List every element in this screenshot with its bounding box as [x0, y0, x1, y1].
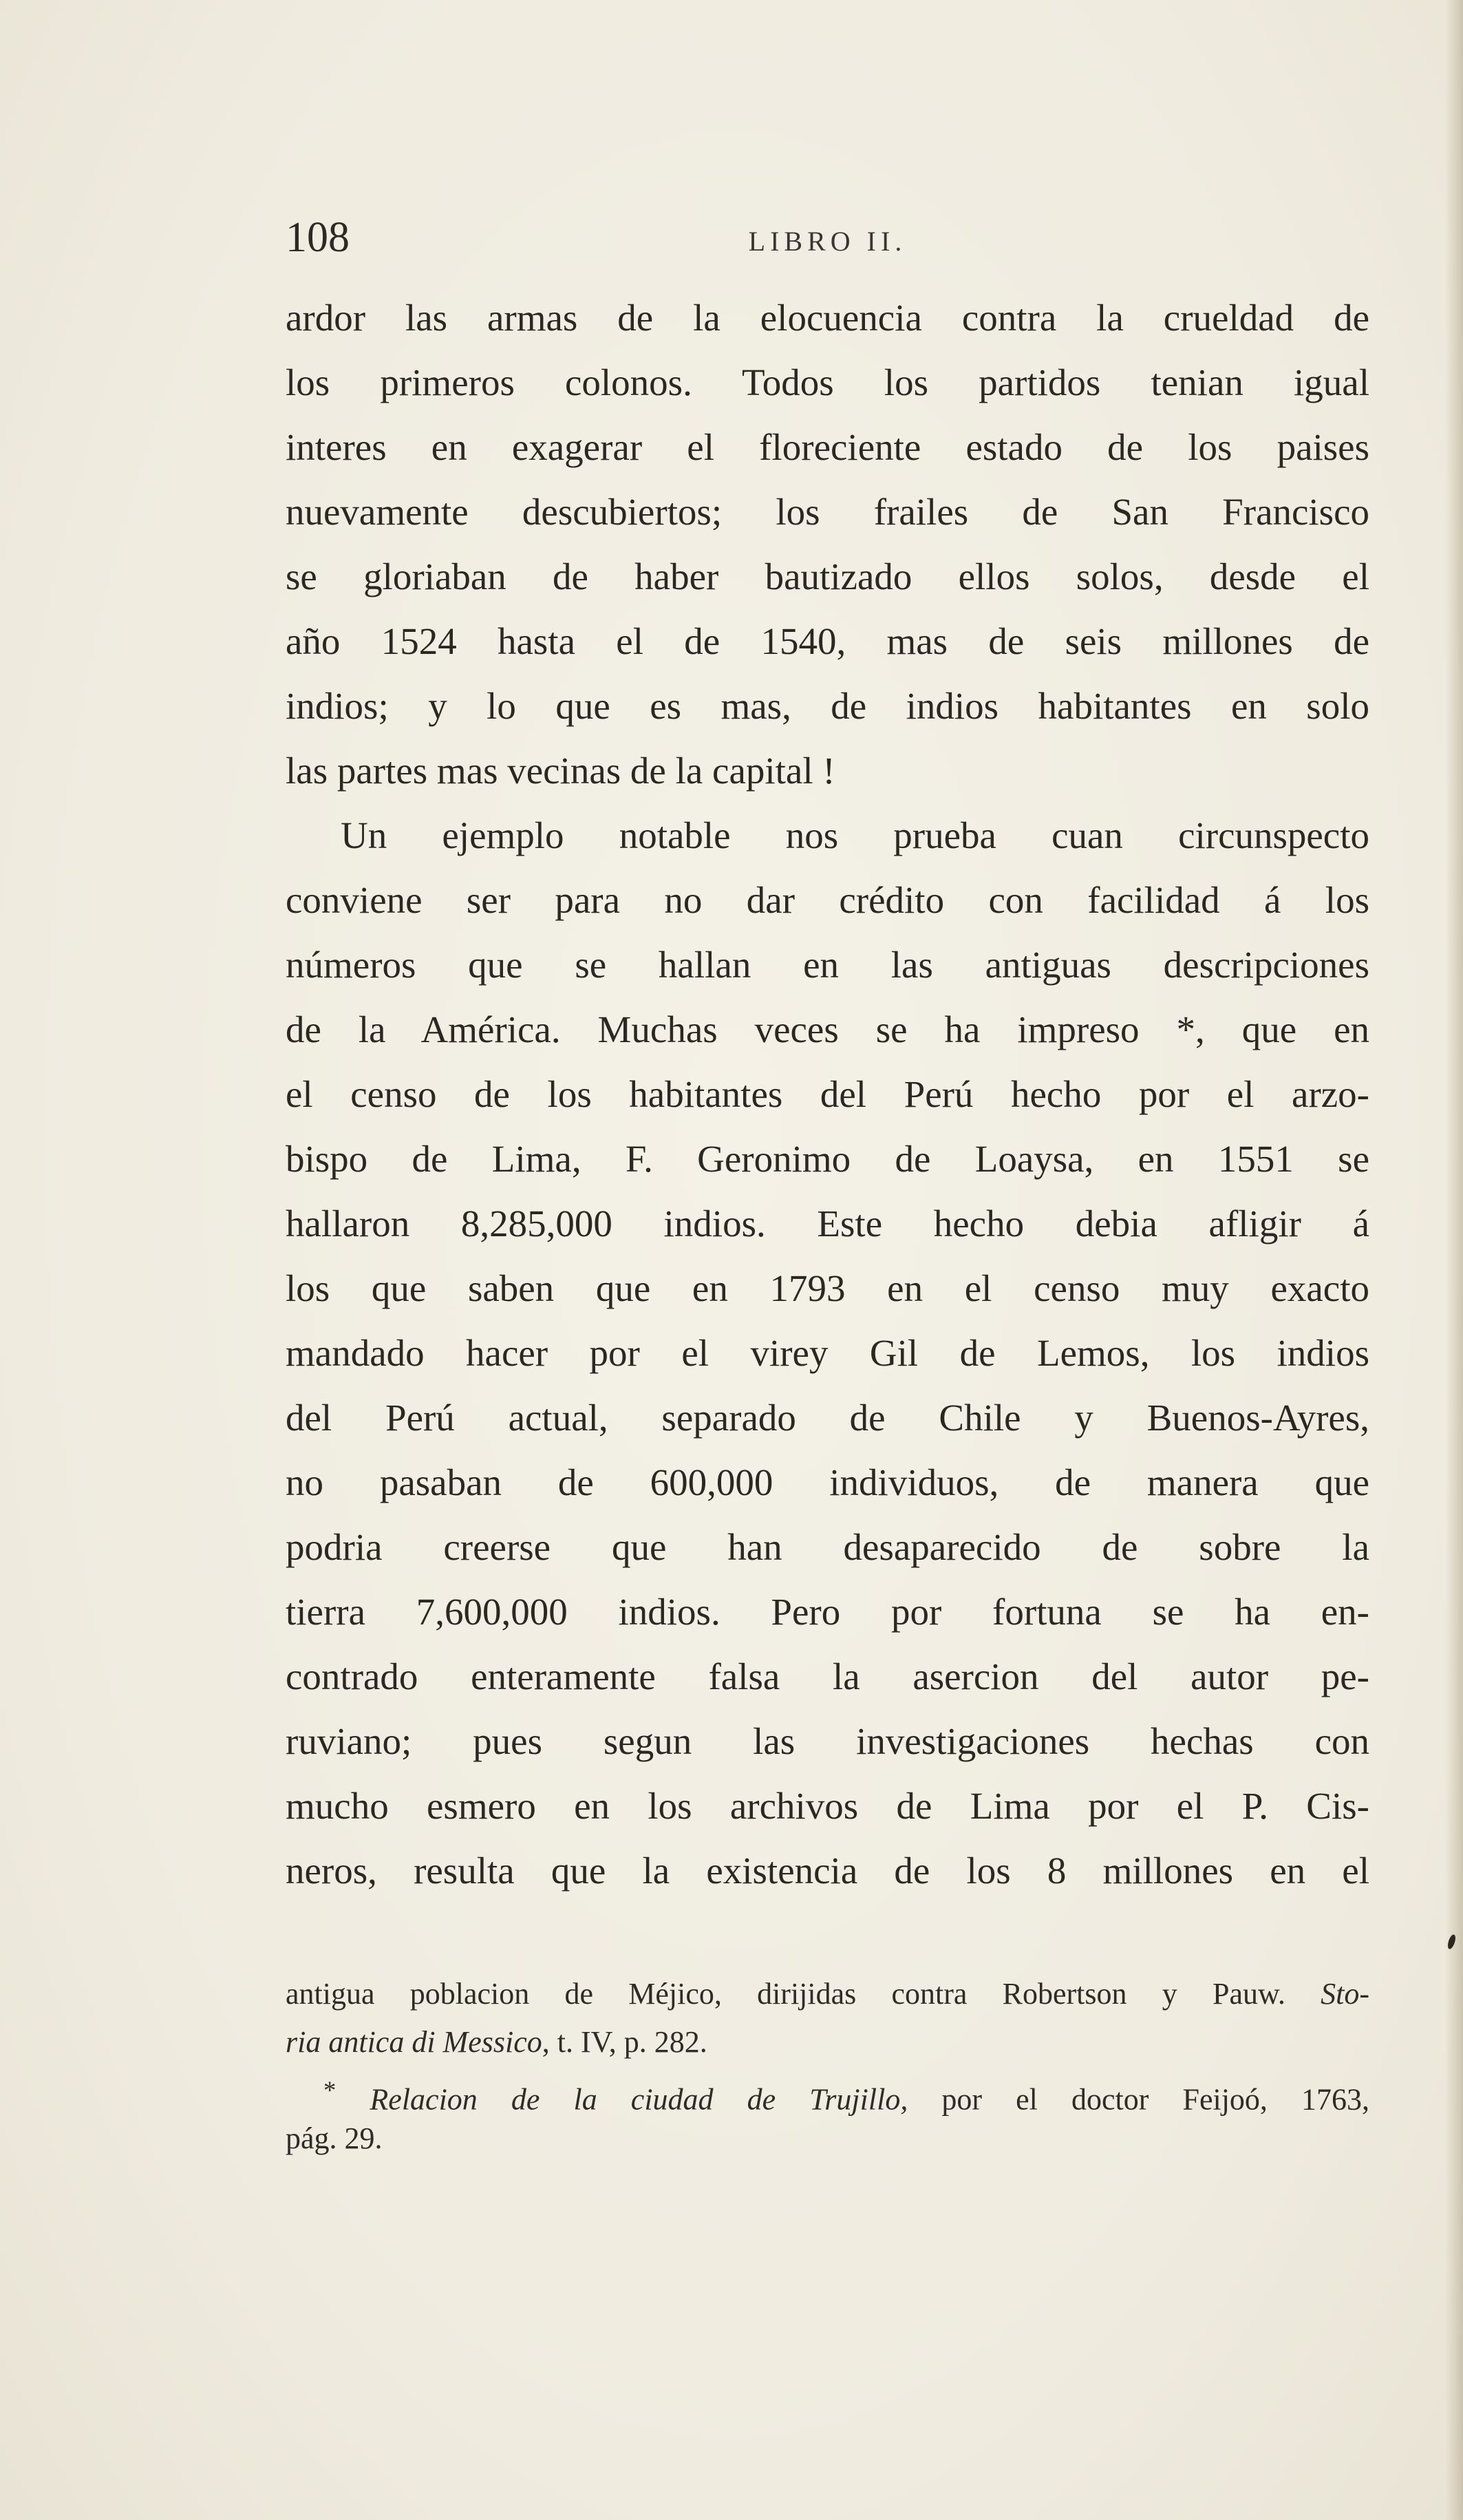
text-line: podria creerse que han desaparecido de sobre la: [286, 1526, 1369, 1568]
footnote-line: [286, 2066, 1369, 2115]
text-line: ardor las armas de la elocuencia contra la crueldad de: [286, 297, 1369, 339]
running-title: LIBRO II.: [748, 226, 907, 257]
footnote-italic-title: Relacion de la ciudad de Trujillo,: [370, 2082, 908, 2117]
text-line: mandado hacer por el virey Gil de Lemos, los indios: [286, 1332, 1369, 1374]
running-head: [286, 207, 1369, 268]
text-line: indios; y lo que es mas, de indios habitantes en solo: [286, 685, 1369, 727]
text-line: tierra 7,600,000 indios. Pero por fortuna se ha en-: [286, 1591, 1369, 1633]
text-line: de la América. Muchas veces se ha impreso *, que en: [286, 1008, 1369, 1050]
footnote-text: , t. IV, p. 282.: [542, 2025, 707, 2059]
text-line: neros, resulta que la existencia de los 8 millones en el: [286, 1850, 1369, 1892]
text-line: hallaron 8,285,000 indios. Este hecho debia afligir á: [286, 1203, 1369, 1245]
text-line: no pasaban de 600,000 individuos, de manera que: [286, 1461, 1369, 1503]
text-line: ruviano; pues segun las investigaciones hechas con: [286, 1720, 1369, 1762]
footnote-line: [286, 2018, 1369, 2066]
footnote-text: por el doctor Feijoó, 1763,: [941, 2082, 1370, 2117]
body-text: [286, 286, 1369, 1903]
text-line: contrado enteramente falsa la asercion del autor pe-: [286, 1655, 1369, 1697]
footnote-mark: *: [323, 2076, 337, 2104]
text-line: mucho esmero en los archivos de Lima por el P. Cis-: [286, 1785, 1369, 1827]
footnote-italic-title: ria antica di Messico: [286, 2025, 542, 2059]
text-line: el censo de los habitantes del Perú hecho por el arzo-: [286, 1073, 1369, 1115]
text-line: las partes mas vecinas de la capital !: [286, 750, 835, 792]
text-line: interes en exagerar el floreciente estado de los paises: [286, 426, 1369, 468]
text-line: conviene ser para no dar crédito con facilidad á los: [286, 879, 1369, 921]
footnotes: [286, 1970, 1369, 2163]
footnote-text: antigua poblacion de Méjico, dirijidas contra Robertson y Pauw.: [286, 1977, 1285, 2011]
footnote-italic-title: Sto-: [1321, 1977, 1370, 2011]
text-line: año 1524 hasta el de 1540, mas de seis millones de: [286, 620, 1369, 662]
text-line: se gloriaban de haber bautizado ellos solos, desde el: [286, 555, 1369, 597]
footnote-line: pág. 29.: [286, 2121, 383, 2155]
text-line: del Perú actual, separado de Chile y Buenos-Ayres,: [286, 1397, 1369, 1439]
paragraph-start-line: Un ejemplo notable nos prueba cuan circunspecto: [341, 814, 1369, 856]
footnote-line: [286, 1970, 1369, 2018]
text-line: bispo de Lima, F. Geronimo de Loaysa, en 1551 se: [286, 1138, 1369, 1180]
page-number: 108: [286, 214, 350, 261]
text-line: nuevamente descubiertos; los frailes de San Francisco: [286, 491, 1369, 533]
text-line: los que saben que en 1793 en el censo muy exacto: [286, 1267, 1369, 1309]
page-edge-shadow: [1445, 0, 1463, 2520]
text-line: números que se hallan en las antiguas descripciones: [286, 944, 1369, 986]
text-line: los primeros colonos. Todos los partidos tenian igual: [286, 361, 1369, 403]
